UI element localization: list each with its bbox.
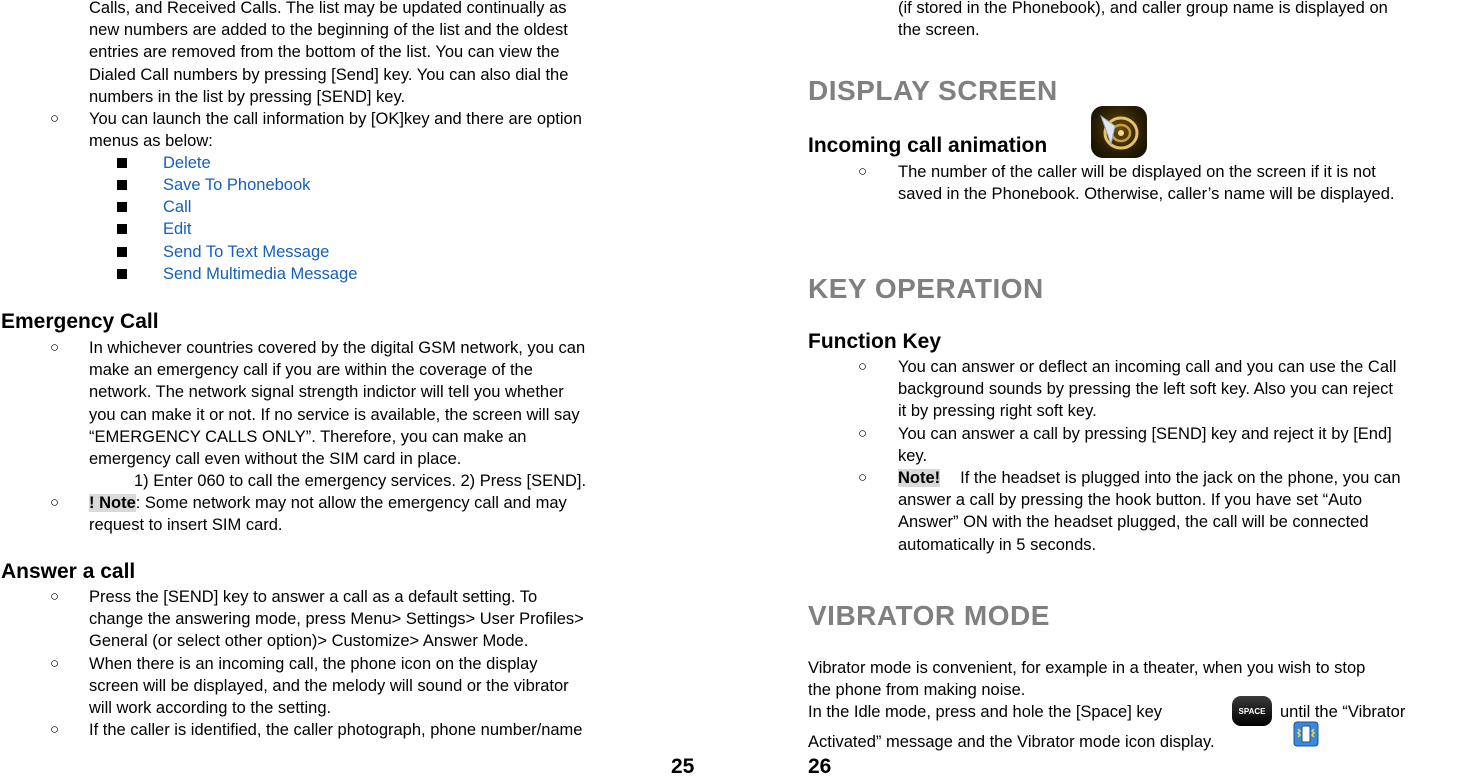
text-line: request to insert SIM card. (89, 516, 283, 535)
bullet-icon: ○ (50, 721, 60, 738)
function-key-paragraph-1 (898, 356, 1396, 423)
answer-paragraph-1 (89, 586, 584, 653)
text-line: new numbers are added to the beginning of the list and the oldest (89, 21, 568, 40)
text-line: Press the [SEND] key to answer a call as a default setting. To (89, 588, 538, 606)
text-line: Answer” ON with the headset plugged, the call will be connected (898, 513, 1369, 532)
left-page (0, 0, 740, 778)
text-line: menus as below: (89, 132, 213, 151)
square-bullet-icon (117, 158, 127, 168)
vibrator-instruction-line-end: until the “Vibrator (1280, 703, 1406, 721)
display-screen-paragraph (898, 161, 1395, 205)
menu-item-label: Delete (163, 154, 211, 172)
function-key-note (898, 467, 1401, 556)
display-screen-heading: DISPLAY SCREEN (808, 75, 1058, 106)
menu-item-send-multimedia (163, 263, 357, 285)
menu-item-send-text (163, 241, 329, 263)
text-line: (if stored in the Phonebook), and caller group name is displayed on (898, 0, 1388, 17)
emergency-call-heading: Emergency Call (1, 310, 159, 333)
bullet-icon: ○ (50, 655, 60, 672)
vibrator-instruction-line-2: Activated” message and the Vibrator mode icon display. (808, 733, 1215, 751)
vibrator-mode-heading: VIBRATOR MODE (808, 600, 1050, 631)
text-line: You can answer a call by pressing [SEND] key and reject it by [End] (898, 425, 1392, 443)
menu-item-label: Send To Text Message (163, 243, 330, 261)
function-key-paragraph-2 (898, 423, 1392, 467)
bullet-icon: ○ (858, 425, 868, 442)
menu-item-call (163, 196, 191, 218)
menu-item-delete (163, 152, 211, 174)
function-key-heading: Function Key (808, 330, 942, 353)
text-line: key. (898, 447, 928, 466)
text-line: entries are removed from the bottom of the list. You can view the (89, 43, 560, 62)
bullet-icon: ○ (50, 339, 60, 356)
launch-paragraph (89, 108, 582, 152)
text-line: numbers in the list by pressing [SEND] key. (89, 87, 406, 106)
text-line: background sounds by pressing the left soft key. Also you can reject (898, 380, 1393, 399)
text-line: You can answer or deflect an incoming call and you can use the Call (898, 358, 1397, 376)
menu-item-edit (163, 218, 191, 240)
text-line: make an emergency call if you are within the coverage of the (89, 361, 533, 380)
answer-paragraph-2 (89, 653, 569, 720)
menu-item-label: Call (163, 198, 192, 216)
bullet-icon: ○ (858, 163, 868, 180)
bullet-icon: ○ (50, 588, 60, 605)
right-page (740, 0, 1481, 778)
text-line: In whichever countries covered by the digital GSM network, you can (89, 339, 586, 357)
incoming-call-animation-icon (1091, 106, 1147, 158)
bullet-icon: ○ (858, 469, 868, 486)
continued-paragraph (898, 0, 1388, 41)
text-line: it by pressing right soft key. (898, 402, 1097, 421)
text-line: the phone from making noise. (808, 681, 1026, 700)
square-bullet-icon (117, 180, 127, 190)
text-line: change the answering mode, press Menu> Settings> User Profiles> (89, 610, 584, 629)
text-line: will work according to the setting. (89, 699, 332, 718)
answer-call-heading: Answer a call (1, 560, 136, 583)
note-label: ! Note (89, 494, 136, 512)
text-line: you can make it or not. If no service is available, the screen will say (89, 405, 580, 424)
vibrator-mode-icon (1293, 721, 1319, 747)
answer-paragraph-3: If the caller is identified, the caller photograph, phone number/name (89, 721, 583, 739)
text-line: The number of the caller will be displayed on the screen if it is not (898, 163, 1376, 181)
page-number: 25 (671, 755, 695, 778)
note-text: If the headset is plugged into the jack on the phone, you can (960, 469, 1401, 487)
page-number: 26 (808, 755, 832, 778)
vibrator-instruction-line: In the Idle mode, press and hole the [Space] key (808, 703, 1163, 721)
text-line: Dialed Call numbers by pressing [Send] key. You can also dial the (89, 65, 569, 84)
text-line: “EMERGENCY CALLS ONLY”. Therefore, you can make an (89, 427, 527, 446)
square-bullet-icon (117, 224, 127, 234)
continued-paragraph (89, 0, 568, 108)
text-line: automatically in 5 seconds. (898, 535, 1097, 554)
text-line: the screen. (898, 21, 980, 40)
space-key-icon: SPACE (1232, 696, 1272, 726)
note-label: Note! (898, 469, 941, 487)
note-text: : Some network may not allow the emergency call and may (135, 494, 567, 512)
text-line: network. The network signal strength indictor will tell you whether (89, 383, 564, 402)
menu-item-save-to-phonebook (163, 174, 310, 196)
menu-item-label: Send Multimedia Message (163, 265, 358, 283)
menu-item-label: Edit (163, 220, 192, 238)
bullet-icon: ○ (858, 358, 868, 375)
text-line: You can launch the call information by [OK]key and there are option (89, 110, 582, 128)
square-bullet-icon (117, 269, 127, 279)
square-bullet-icon (117, 202, 127, 212)
text-line: Vibrator mode is convenient, for example in a theater, when you wish to stop (808, 659, 1366, 677)
square-bullet-icon (117, 247, 127, 257)
bullet-icon: ○ (50, 494, 60, 511)
emergency-note (89, 492, 567, 536)
vibrator-paragraph (808, 657, 1365, 701)
text-line: General (or select other option)> Customize> Answer Mode. (89, 632, 529, 651)
text-line: emergency call even without the SIM card in place. (89, 450, 462, 469)
text-line: answer a call by pressing the hook button. If you have set “Auto (898, 491, 1363, 510)
text-line: saved in the Phonebook. Otherwise, caller’s name will be displayed. (898, 185, 1395, 204)
incoming-call-animation-heading: Incoming call animation (808, 134, 1048, 157)
text-line: When there is an incoming call, the phone icon on the display (89, 655, 538, 673)
emergency-steps: 1) Enter 060 to call the emergency services. 2) Press [SEND]. (134, 472, 587, 490)
emergency-paragraph (89, 337, 585, 470)
text-line: screen will be displayed, and the melody will sound or the vibrator (89, 677, 569, 696)
text-line: Calls, and Received Calls. The list may be updated continually as (89, 0, 567, 17)
bullet-icon: ○ (50, 110, 60, 127)
key-operation-heading: KEY OPERATION (808, 273, 1044, 304)
menu-item-label: Save To Phonebook (163, 176, 311, 194)
